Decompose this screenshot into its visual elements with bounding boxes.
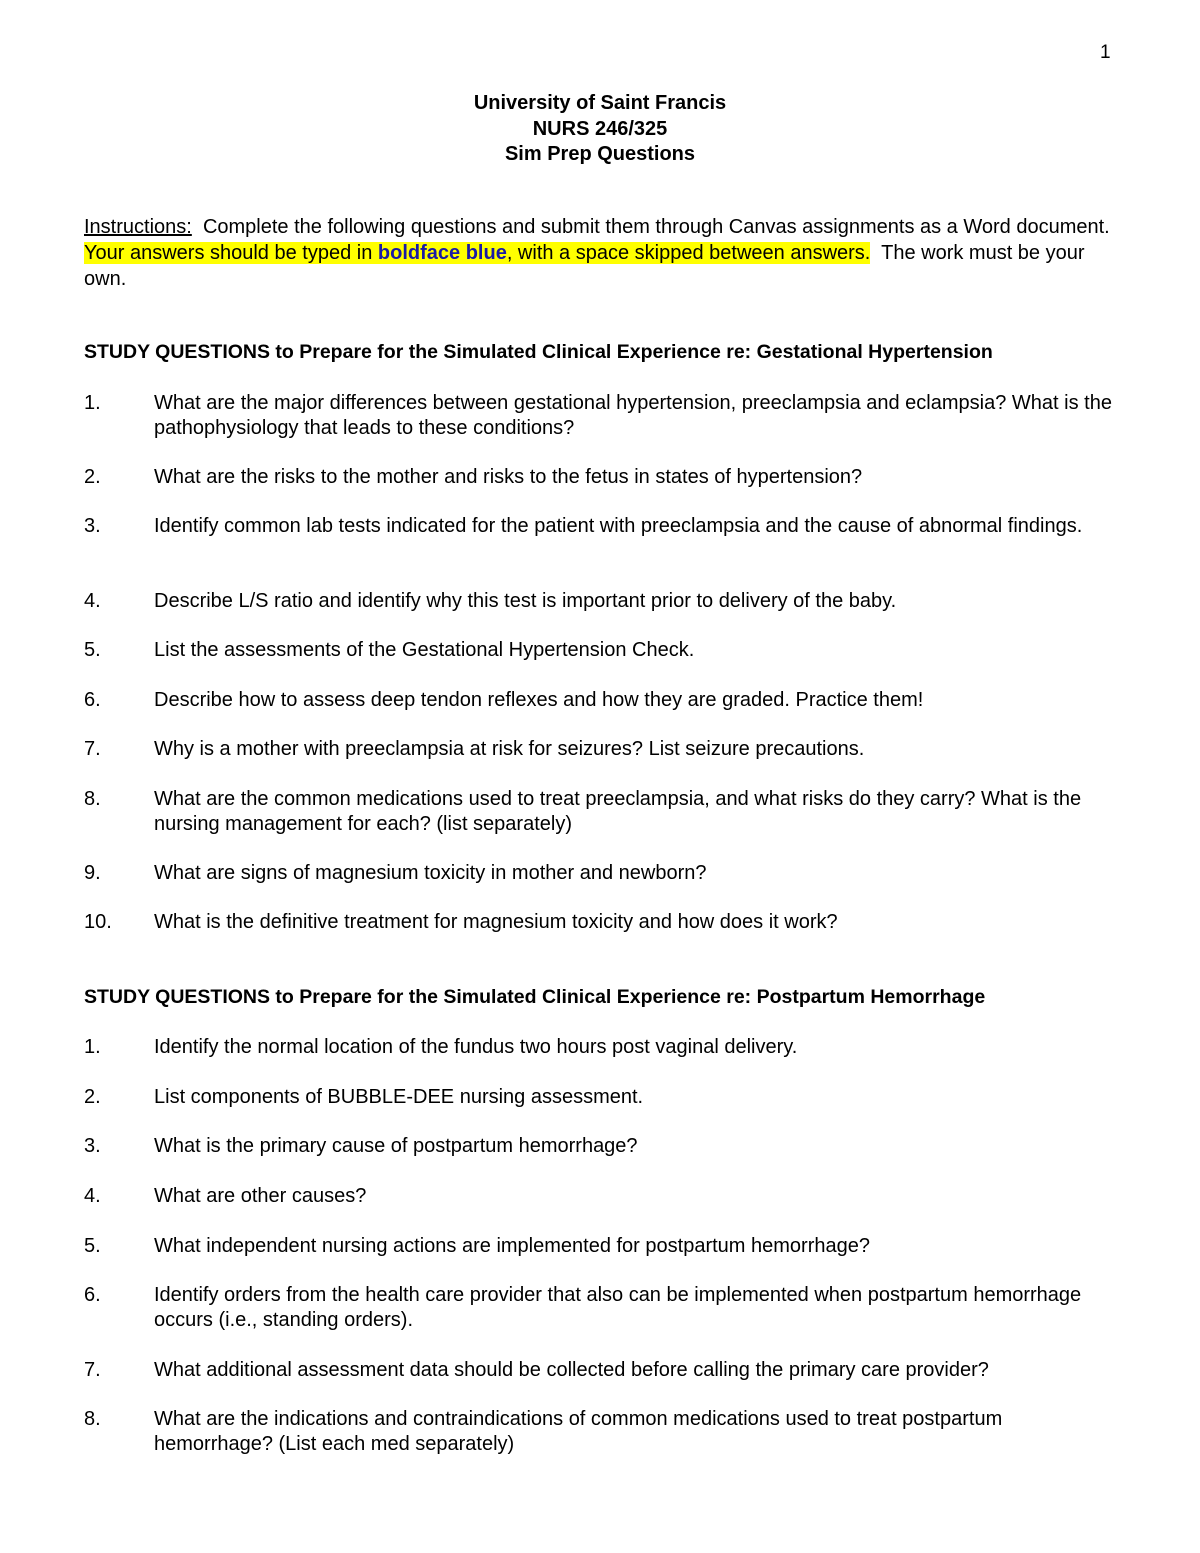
question-item [84,861,1124,886]
question-text: What additional assessment data should be collected before calling the primary care provider? [154,1359,989,1381]
question-text: Identify the normal location of the fundus two hours post vaginal delivery. [154,1036,798,1058]
instructions-highlight-emphasis: boldface blue [377,242,507,264]
question-text: List components of BUBBLE-DEE nursing assessment. [154,1086,644,1108]
question-item [84,1407,1124,1457]
question-item [84,688,1124,713]
instructions-paragraph [84,214,1124,292]
question-number: 3. [84,515,101,537]
question-number: 5. [84,1235,101,1257]
question-text: What are other causes? [154,1185,367,1207]
question-text: Identify common lab tests indicated for the patient with preeclampsia and the cause of abnormal findings. [154,515,1083,537]
question-item [84,1085,1124,1110]
question-number: 8. [84,788,101,810]
question-text: Identify orders from the health care provider that also can be implemented when postpartum hemorrhage occurs (i.e., standing orders). [154,1284,1082,1331]
question-text: What are the risks to the mother and risks to the fetus in states of hypertension? [154,466,863,488]
instructions-highlight-b: , with a space skipped between answers. [506,242,871,264]
question-item [84,589,1124,614]
question-number: 7. [84,738,101,760]
institution-name: University of Saint Francis [473,92,727,114]
question-text: What is the definitive treatment for magnesium toxicity and how does it work? [154,911,838,933]
question-number: 7. [84,1359,101,1381]
course-code: NURS 246/325 [532,117,668,140]
question-text: Why is a mother with preeclampsia at risk for seizures? List seizure precautions. [154,738,865,760]
question-number: 4. [84,1185,101,1207]
question-text: What are the major differences between gestational hypertension, preeclampsia and eclampsia? What is the pathophysiology that leads to these conditions? [154,392,1112,439]
section-heading-postpartum-hemorrhage: STUDY QUESTIONS to Prepare for the Simulated Clinical Experience re: Postpartum Hemorrhage [84,986,986,1008]
question-number: 6. [84,1284,101,1306]
question-item [84,787,1124,837]
instructions-text-1: Complete the following questions and submit them through Canvas assignments as a Word document. [191,216,1121,238]
question-number: 3. [84,1135,101,1157]
question-text: Describe L/S ratio and identify why this test is important prior to delivery of the baby. [154,590,897,612]
document-header [0,91,1200,168]
question-text: Describe how to assess deep tendon reflexes and how they are graded. Practice them! [154,689,924,711]
question-text: What is the primary cause of postpartum hemorrhage? [154,1135,638,1157]
question-item [84,1283,1124,1333]
question-number: 9. [84,862,101,884]
section-heading-gestational-hypertension: STUDY QUESTIONS to Prepare for the Simulated Clinical Experience re: Gestational Hypertension [84,341,993,363]
question-text: What are the indications and contraindications of common medications used to treat postpartum hemorrhage? (List each med separately) [154,1408,1003,1455]
question-item [84,1234,1124,1259]
instructions-highlight [84,242,870,264]
question-text: What independent nursing actions are implemented for postpartum hemorrhage? [154,1235,870,1257]
question-item [84,514,1124,539]
question-item [84,391,1124,441]
instructions-label: Instructions: [84,216,192,238]
page-number: 1 [1100,42,1111,63]
question-text: What are signs of magnesium toxicity in mother and newborn? [154,862,707,884]
question-number: 6. [84,689,101,711]
question-text: List the assessments of the Gestational Hypertension Check. [154,639,695,661]
instructions-text-2: The work must be your own. [84,242,1091,290]
question-number: 10. [84,911,112,933]
question-number: 1. [84,1036,101,1058]
question-item [84,638,1124,663]
instructions-highlight-a: Your answers should be typed in [84,242,378,264]
question-item [84,1134,1124,1159]
question-item [84,910,1124,935]
question-number: 2. [84,1086,101,1108]
document-title: Sim Prep Questions [504,143,696,165]
question-item [84,465,1124,490]
question-item [84,1184,1124,1209]
question-text: What are the common medications used to treat preeclampsia, and what risks do they carry? What is the nursing management for each? (list separately) [154,788,1082,835]
question-item [84,1035,1124,1060]
question-number: 2. [84,466,101,488]
question-item [84,1358,1124,1383]
question-number: 4. [84,590,101,612]
question-number: 1. [84,392,101,414]
question-item [84,737,1124,762]
question-number: 8. [84,1408,101,1430]
question-number: 5. [84,639,101,661]
